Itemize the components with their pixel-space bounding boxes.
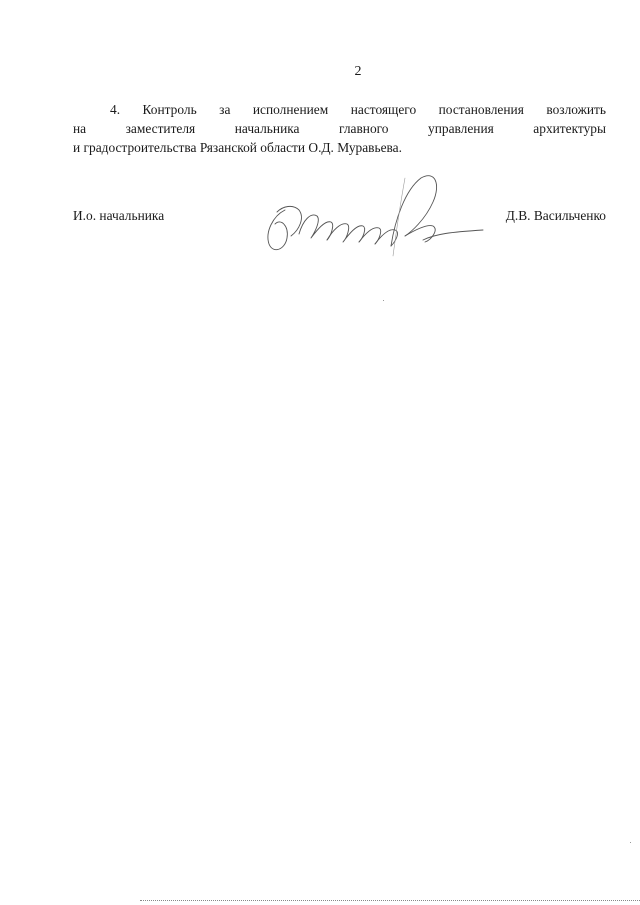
signatory-name: Д.В. Васильченко: [505, 208, 606, 223]
scan-speck: [630, 842, 631, 843]
paragraph-line: и градостроительства Рязанской области О.Д. Муравьева.: [73, 140, 402, 155]
paragraph-line: на заместителя начальника главного управления архитектуры: [73, 121, 606, 136]
signature-icon: [255, 160, 485, 270]
scan-edge-rule: [140, 900, 640, 901]
scan-speck: [383, 300, 384, 301]
paragraph-4: [73, 100, 606, 157]
paragraph-line: 4. Контроль за исполнением настоящего постановления возложить: [110, 102, 606, 117]
page-number: 2: [354, 64, 362, 79]
signatory-title: И.о. начальника: [73, 208, 165, 223]
